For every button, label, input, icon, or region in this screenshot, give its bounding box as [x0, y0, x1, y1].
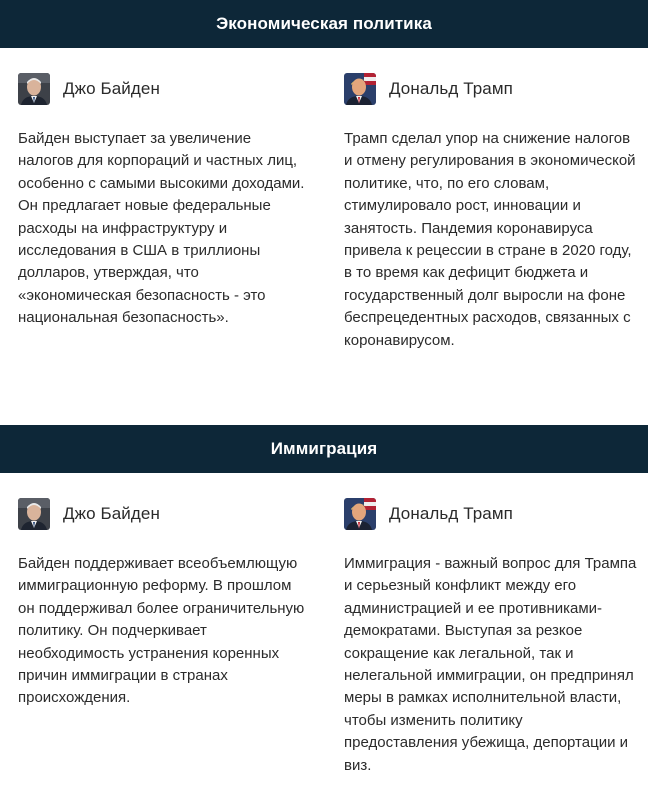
section-header [0, 425, 648, 473]
policy-description: Трамп сделал упор на снижение налогов и отмену регулирования в экономической политике, что, по его словам, стимулировало рост, инновации и занятость. Пандемия коронавируса привела к рецессии в стране в 2020 году, в то время как дефицит бюджета и государственный долг выросли на фоне беспрецедентных расходов, связанных с коронавирусом. [344, 130, 636, 349]
policy-description: Байден выступает за увеличение налогов для корпораций и частных лиц, особенно с самыми высокими доходами. Он предлагает новые федеральные расходы на инфраструктуру и исследования в США в триллионы долларов, утверждая, что «экономическая безопасность - это национальная безопасность». [18, 130, 305, 327]
policy-description: Байден поддерживает всеобъемлющую иммиграционную реформу. В прошлом он поддерживал более ограничительную политику. Он подчеркивает необходимость устранения коренных причин иммиграции в странах происхождения. [18, 555, 305, 707]
policy-description: Иммиграция - важный вопрос для Трампа и серьезный конфликт между его администрацией и ее противниками-демократами. Выступая за резкое сокращение как легальной, так и нелегальной иммиграции, он предпринял меры в рамках исполнительной власти, чтобы изменить политику предоставления убежища, депортации и виз. [344, 555, 637, 774]
candidates-comparison [0, 473, 648, 803]
candidate-name: Джо Байден [63, 504, 160, 523]
section-title: Экономическая политика [216, 14, 432, 33]
trump-portrait-icon [344, 498, 376, 530]
trump-portrait-icon [344, 73, 376, 105]
candidate-name: Джо Байден [63, 79, 160, 98]
section-header [0, 0, 648, 48]
biden-portrait-icon [18, 73, 50, 105]
candidates-comparison [0, 48, 648, 425]
candidate-header [344, 497, 638, 531]
candidate-header [18, 497, 310, 531]
candidate-column-biden [0, 473, 324, 803]
candidate-column-trump [324, 473, 648, 803]
candidate-header [344, 72, 638, 106]
section-immigration [0, 425, 648, 803]
section-title: Иммиграция [270, 439, 378, 458]
biden-portrait-icon [18, 498, 50, 530]
candidate-header [18, 72, 310, 106]
candidate-column-biden [0, 48, 324, 425]
candidate-name: Дональд Трамп [389, 504, 513, 523]
candidate-name: Дональд Трамп [389, 79, 513, 98]
candidate-column-trump [324, 48, 648, 425]
